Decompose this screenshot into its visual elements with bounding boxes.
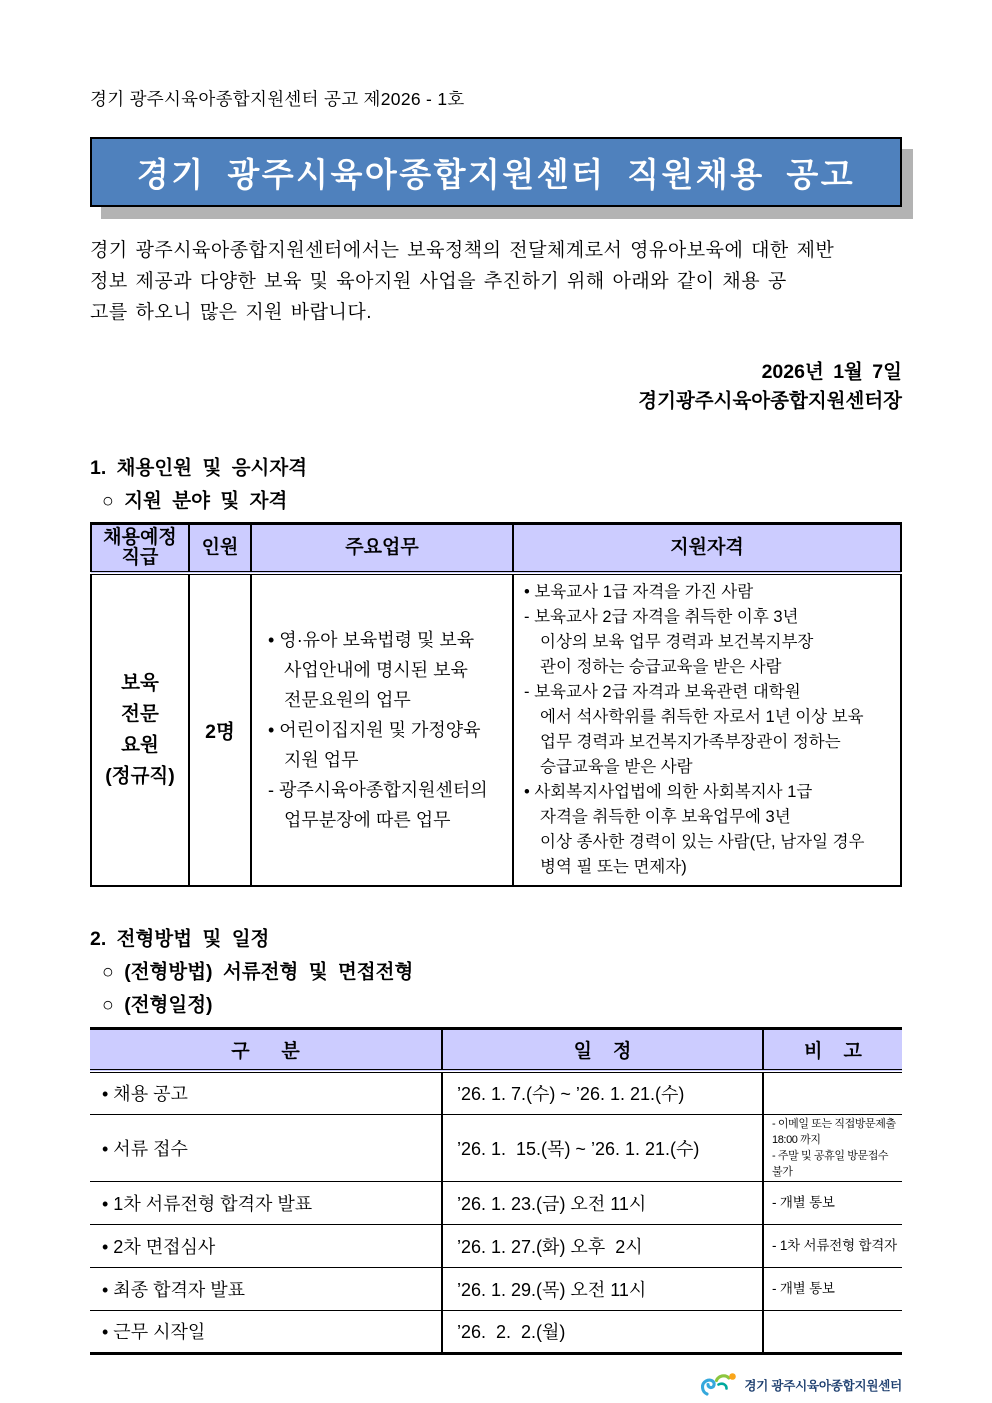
- table-row: [90, 1071, 902, 1114]
- footer: [90, 1370, 902, 1400]
- section1-heading: 1. 채용인원 및 응시자격: [90, 457, 308, 479]
- recruitment-table: [90, 522, 902, 887]
- cell-category: • 근무 시작일: [102, 1322, 206, 1342]
- cell-position: 보육 전문 요원 (정규직): [91, 573, 189, 886]
- cell-schedule: ’26. 1. 27.(화) 오후 2시: [442, 1224, 763, 1267]
- recruitment-table-row: [91, 573, 901, 886]
- cell-category: • 최종 합격자 발표: [90, 1267, 442, 1310]
- title-banner: [90, 137, 902, 207]
- cell-schedule: ’26. 1. 29.(목) 오전 11시: [442, 1267, 763, 1310]
- table-row: [90, 1267, 902, 1310]
- section1-subheading: ○ 지원 분야 및 자격: [102, 490, 288, 512]
- cell-category: • 2차 면접심사: [90, 1224, 442, 1267]
- header-duties: 주요업무: [251, 524, 513, 574]
- section2-schedule-label: ○ (전형일정): [102, 994, 213, 1016]
- qualification-item: - 보육교사 2급 자격을 취득한 이후 3년 이상의 보육 업무 경력과 보건복지부장 관이 정하는 승급교육을 받은 사람: [524, 608, 814, 676]
- cell-schedule: ’26. 1. 7.(수) ~ ’26. 1. 21.(수): [442, 1071, 763, 1114]
- header-qualifications: 지원자격: [513, 524, 901, 574]
- notice-number: 경기 광주시육아종합지원센터 공고 제2026 - 1호: [90, 89, 465, 109]
- page-title: 경기 광주시육아종합지원센터 직원채용 공고: [136, 155, 856, 193]
- signer-title: 경기광주시육아종합지원센터장: [638, 390, 902, 412]
- cell-schedule: ’26. 1. 23.(금) 오전 11시: [442, 1181, 763, 1224]
- qualification-item: • 사회복지사업법에 의한 사회복지사 1급 자격을 취득한 이후 보육업무에 3년 이상 종사한 경력이 있는 사람(단, 남자일 경우 병역 필 또는 면제자): [524, 783, 865, 876]
- header-position: 채용예정 직급: [91, 524, 189, 574]
- cell-remarks: - 개별 통보: [763, 1181, 902, 1224]
- cell-category: • 서류 접수: [90, 1114, 442, 1181]
- cell-remarks: [763, 1310, 902, 1353]
- cell-remarks: - 1차 서류전형 합격자: [763, 1224, 902, 1267]
- header-schedule: 일 정: [442, 1029, 763, 1072]
- duty-item: • 영·유아 보육법령 및 보육 사업안내에 명시된 보육 전문요원의 업무: [268, 630, 475, 710]
- cell-schedule: ’26. 1. 15.(목) ~ ’26. 1. 21.(수): [442, 1114, 763, 1181]
- table-row: [90, 1114, 902, 1181]
- header-headcount: 인원: [189, 524, 251, 574]
- center-logo-text: 경기 광주시육아종합지원센터: [744, 1378, 902, 1393]
- cell-schedule: ’26. 2. 2.(월): [442, 1310, 763, 1353]
- table-row: [90, 1310, 902, 1353]
- schedule-table: [90, 1027, 902, 1355]
- duty-item: - 광주시육아종합지원센터의 업무분장에 따른 업무: [268, 780, 488, 830]
- cell-remarks: - 이메일 또는 직접방문제출 18:00 까지 - 주말 및 공휴일 방문접수 불가: [763, 1114, 902, 1181]
- qualification-item: - 보육교사 2급 자격과 보육관련 대학원 에서 석사학위를 취득한 자로서 1년 이상 보육 업무 경력과 보건복지가족부장관이 정하는 승급교육을 받은 사람: [524, 683, 864, 776]
- section2-method: ○ (전형방법) 서류전형 및 면접전형: [102, 961, 414, 983]
- table-row: [90, 1224, 902, 1267]
- cell-category: • 채용 공고: [90, 1071, 442, 1114]
- announcement-date: 2026년 1월 7일: [761, 361, 902, 383]
- recruitment-table-header-row: [91, 524, 901, 574]
- qualification-item: • 보육교사 1급 자격을 가진 사람: [524, 583, 754, 601]
- cell-remarks: [763, 1071, 902, 1114]
- cell-remarks: - 개별 통보: [763, 1267, 902, 1310]
- header-remarks: 비 고: [763, 1029, 902, 1072]
- duty-item: • 어린이집지원 및 가정양육 지원 업무: [268, 720, 481, 770]
- cell-qualifications: [513, 573, 901, 886]
- table-row: [90, 1181, 902, 1224]
- schedule-table-header-row: [90, 1029, 902, 1072]
- cell-category: • 1차 서류전형 합격자 발표: [90, 1181, 442, 1224]
- cell-duties: [251, 573, 513, 886]
- intro-paragraph: 경기 광주시육아종합지원센터에서는 보육정책의 전달체계로서 영유아보육에 대한 제반 정보 제공과 다양한 보육 및 육아지원 사업을 추진하기 위해 아래와 같이 채용 공 고를 하오니 많은 지원 바랍니다.: [90, 240, 835, 323]
- date-signature-block: [90, 358, 902, 416]
- header-category: 구 분: [90, 1029, 442, 1072]
- section2-heading: 2. 전형방법 및 일정: [90, 928, 270, 950]
- center-logo-icon: [699, 1370, 739, 1400]
- cell-headcount: 2명: [189, 573, 251, 886]
